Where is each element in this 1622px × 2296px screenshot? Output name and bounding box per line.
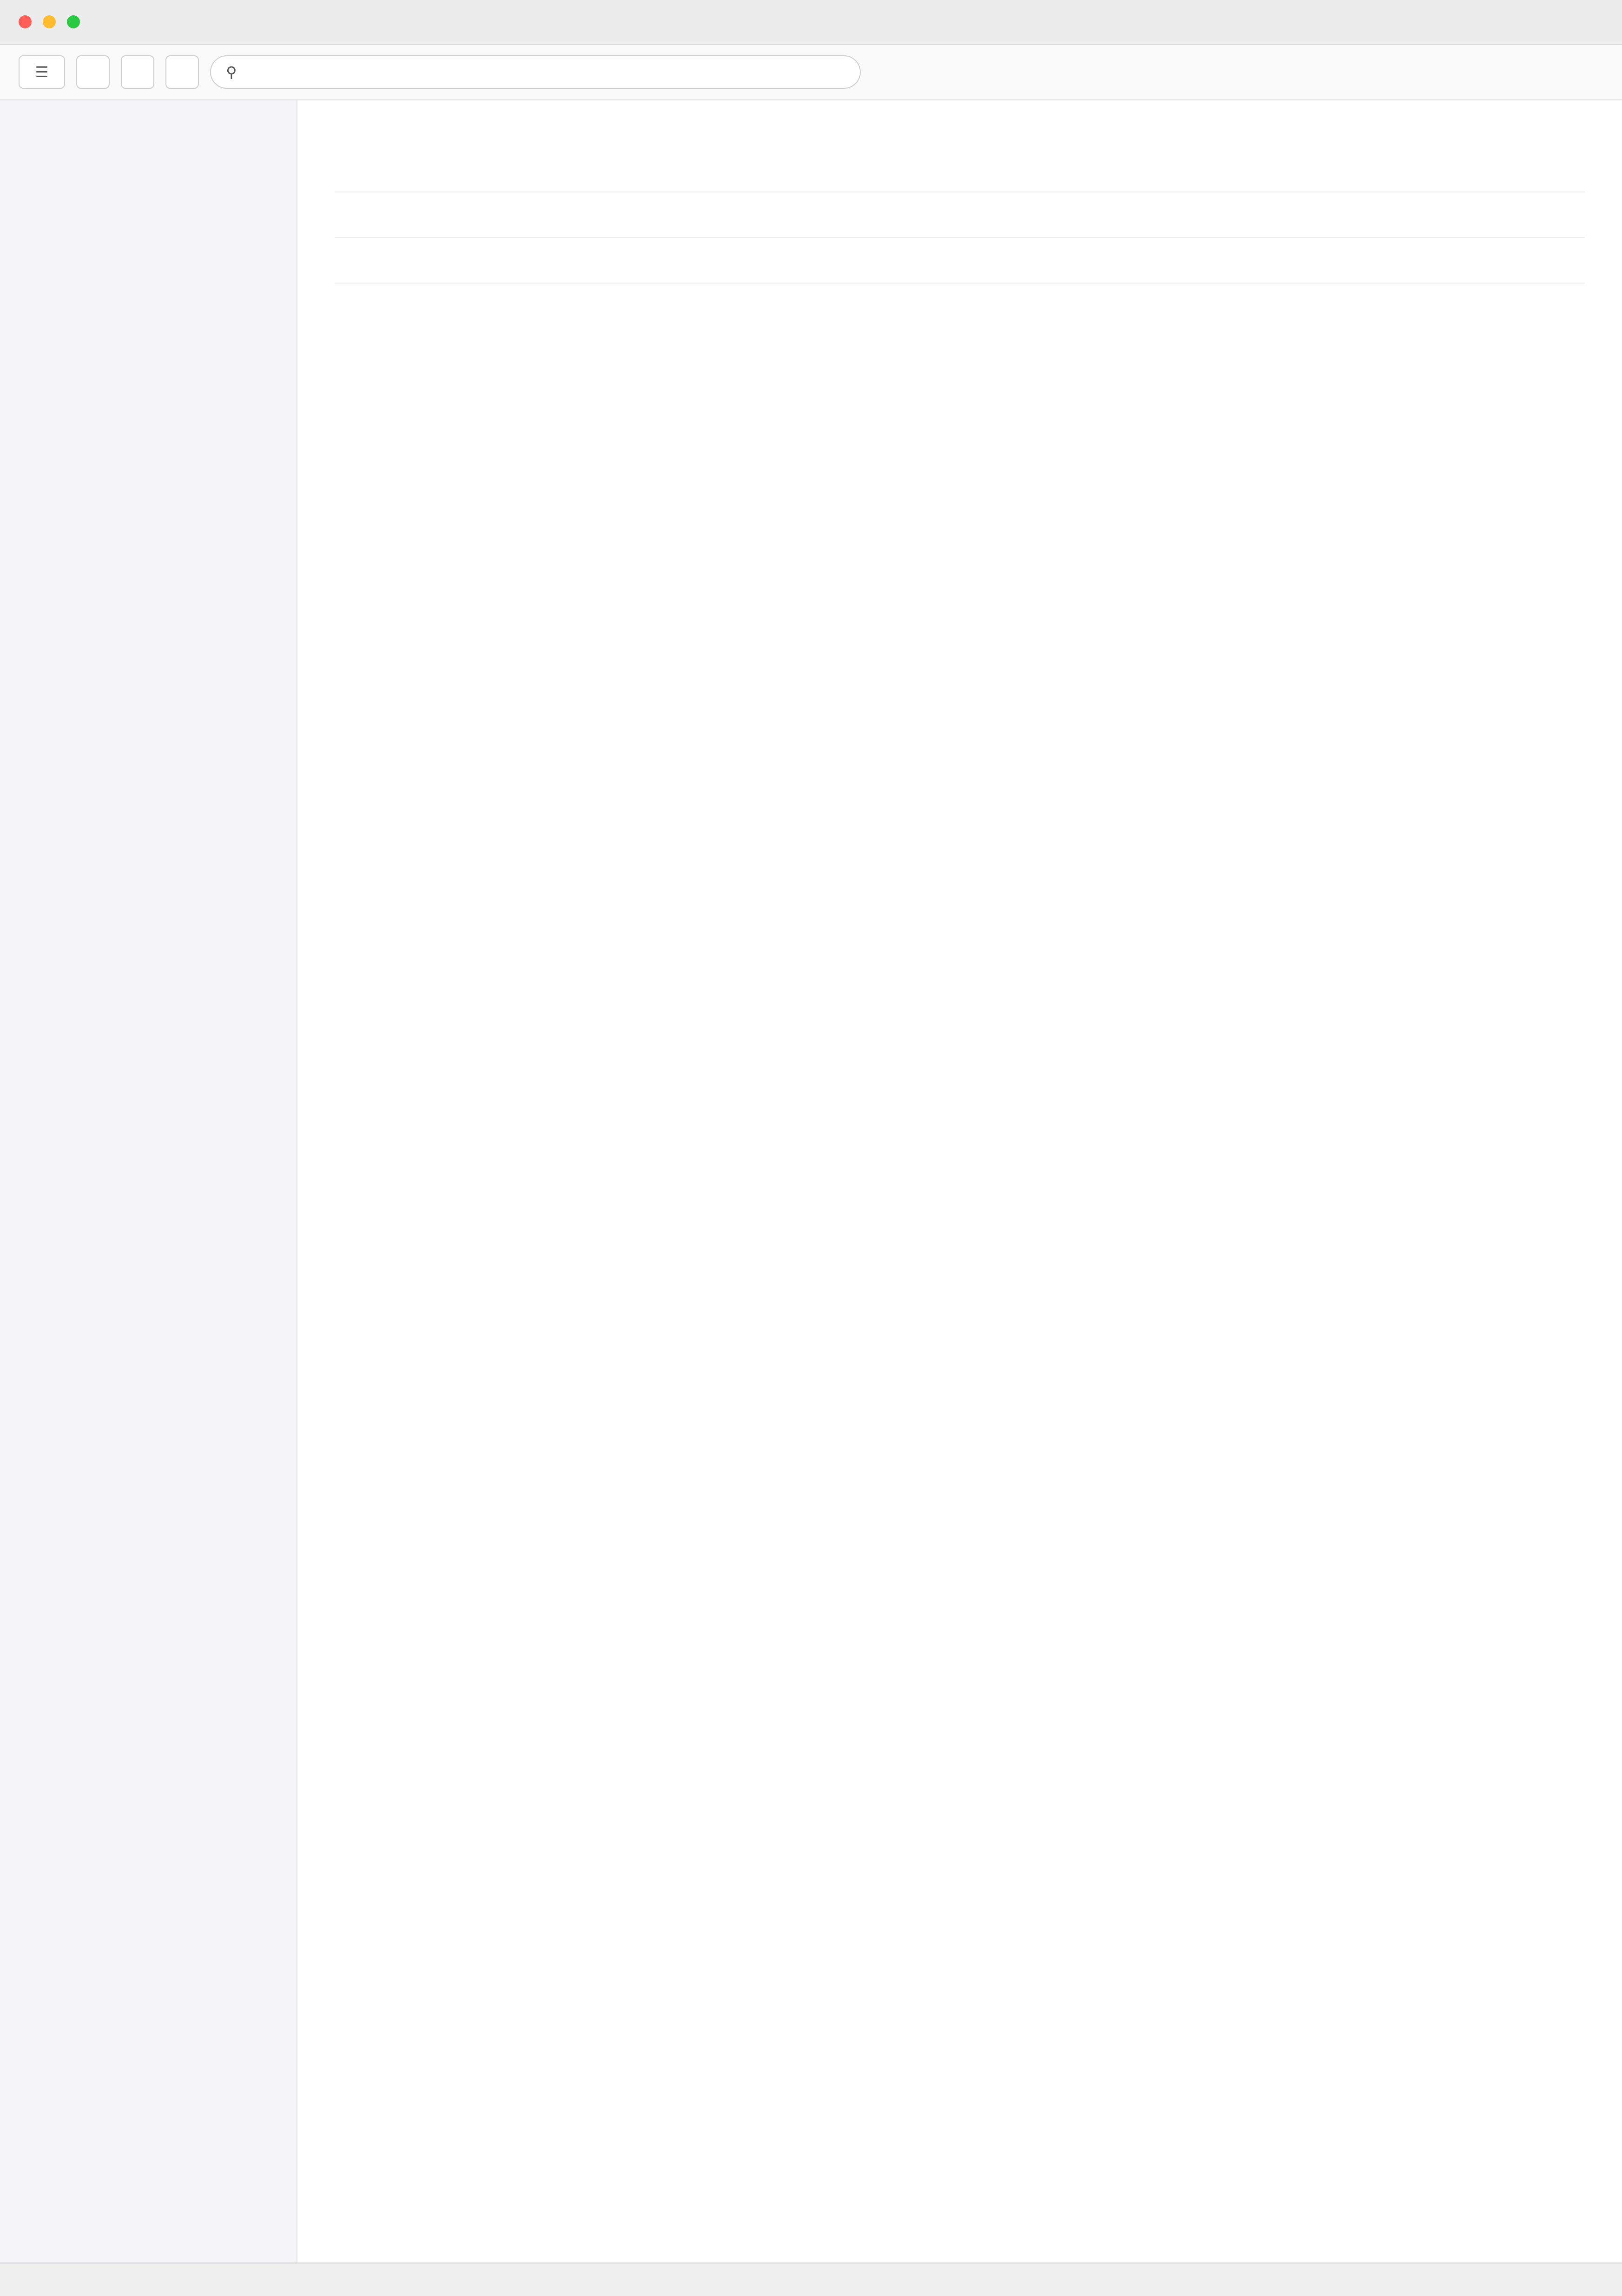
sidebar [0,100,297,2263]
main-panel [297,100,1622,2263]
menu-button[interactable] [19,55,65,89]
toolbar [0,45,1622,100]
status-bar [0,2263,1622,2296]
toolbar-button-2[interactable] [121,55,154,89]
close-window-button[interactable] [19,15,32,28]
list-item[interactable] [335,192,1585,238]
list-item[interactable] [335,147,1585,192]
list-item[interactable] [335,238,1585,284]
menu-icon: ☰ [35,64,49,80]
sidebar-item-3[interactable] [0,197,297,238]
title-bar [0,0,1622,45]
sidebar-item-2[interactable] [0,156,297,197]
toolbar-button-3[interactable] [165,55,199,89]
maximize-window-button[interactable] [67,15,80,28]
content-area [0,100,1622,2263]
sidebar-item-4[interactable] [0,238,297,279]
minimize-window-button[interactable] [43,15,56,28]
search-icon: ⚲ [226,64,237,80]
search-box[interactable] [210,55,861,89]
search-input[interactable] [248,64,849,80]
toolbar-button-1[interactable] [76,55,110,89]
sidebar-item-1[interactable] [0,115,297,156]
